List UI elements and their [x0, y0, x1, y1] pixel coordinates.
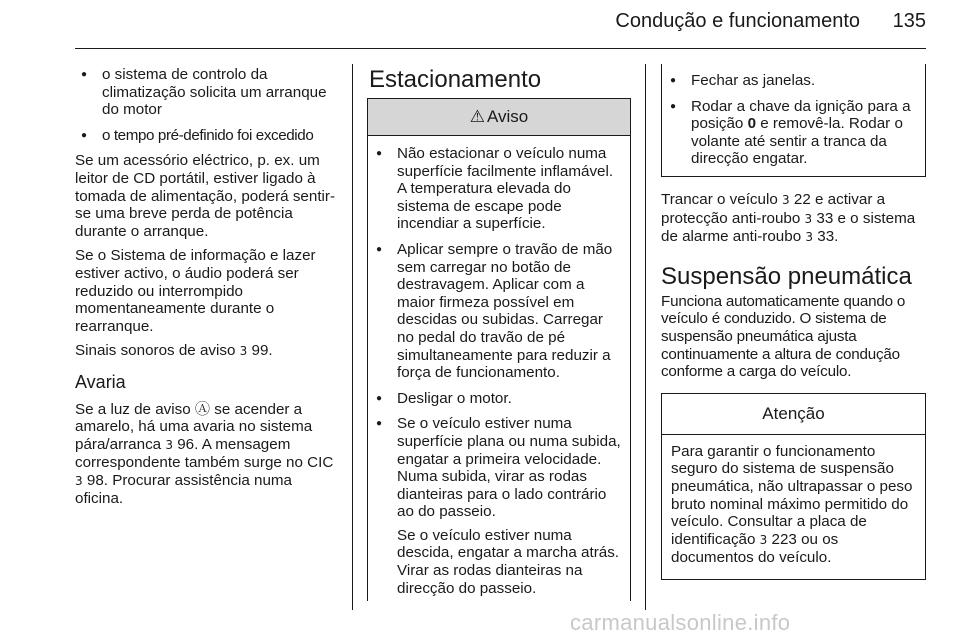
- header-rule: [75, 48, 926, 49]
- page-ref-icon: 3: [75, 473, 83, 488]
- warning-box: [367, 98, 631, 601]
- list-item: ● Não estacionar o veículo numa superfície facilmente inflamável. A temperatura elevada do sistema de escape pode incendiar a superfície.: [370, 145, 624, 233]
- page-ref-icon: 3: [805, 230, 814, 245]
- page-number: 135: [892, 10, 926, 32]
- paragraph: Funciona automaticamente quando o veículo é conduzido. O sistema de suspensão pneumática ajusta continuamente a altura de condução conforme a carga do veículo.: [661, 292, 906, 381]
- list-item: ● Aplicar sempre o travão de mão sem carregar no botão de destravagem. Aplicar com a maior firmeza possível em descidas ou subidas. Carregar no pedal do travão de pé simultaneamente para reduzir a força de funcionamento.: [370, 241, 624, 382]
- section-heading: Avaria: [75, 371, 126, 392]
- watermark: carmanualsonline.info: [570, 610, 791, 635]
- attention-body: Para garantir o funcionamento seguro do sistema de suspensão pneumática, não ultrapassar o peso bruto nominal máximo permitido do veículo. Consultar a placa de identificação 3 223 ou os documentos do veículo.: [671, 442, 913, 567]
- attention-header: Atenção: [662, 394, 925, 435]
- page-ref-icon: 3: [165, 437, 173, 452]
- paragraph: Se um acessório eléctrico, p. ex. um leitor de CD portátil, estiver ligado à tomada de alimentação, poderá sentir-se uma breve perda de potência durante o arranque.: [75, 152, 336, 240]
- warning-lamp-icon: Ⓐ: [194, 400, 211, 418]
- column-3: [661, 66, 926, 580]
- page-ref-icon: 3: [239, 344, 248, 359]
- paragraph: Sinais sonoros de aviso 3 99.: [75, 342, 273, 360]
- section-heading: Suspensão pneumática: [661, 262, 912, 290]
- list-item: ● o sistema de controlo da climatização solicita um arranque do motor: [75, 66, 343, 119]
- paragraph: Se o Sistema de informação e lazer estiver activo, o áudio poderá ser reduzido ou interrompido momentaneamente durante o rearranque.: [75, 247, 316, 335]
- continued-box: [661, 64, 926, 177]
- paragraph: Trancar o veículo 3 22 e activar a protecção anti-roubo 3 33 e o sistema de alarme anti-roubo 3 33.: [661, 190, 916, 246]
- page-ref-icon: 3: [782, 192, 790, 207]
- column-divider-right: [645, 64, 646, 610]
- column-divider-left: [352, 64, 353, 610]
- column-1: [75, 66, 343, 515]
- page-header-title: Condução e funcionamento: [615, 10, 860, 32]
- warning-icon: ⚠: [469, 107, 485, 127]
- page-ref-icon: 3: [804, 211, 813, 226]
- column-2: [367, 66, 631, 601]
- list-item: ● Se o veículo estiver numa superfície plana ou numa subida, engatar a primeira velocidade. Numa subida, virar as rodas dianteiras para o lado contrário ao do passeio. Se o veículo estiver numa descida, engatar a marcha atrás. Virar as rodas dianteiras na direcção do passeio.: [370, 415, 624, 597]
- attention-box: [661, 393, 926, 580]
- warning-header: [368, 99, 630, 136]
- list-item: ● Rodar a chave da ignição para a posição 0 e removê-la. Rodar o volante até sentir a tranca da direcção engatar.: [664, 98, 919, 168]
- warning-label: Aviso: [486, 107, 529, 127]
- list-item: ● o tempo pré-definido foi excedido: [75, 127, 343, 145]
- list-item: ● Fechar as janelas.: [664, 72, 919, 90]
- section-heading: Estacionamento: [369, 66, 542, 93]
- paragraph: Se a luz de aviso Ⓐ se acender a amarelo, há uma avaria no sistema pára/arranca 3 96. A mensagem correspondente também surge no CIC 3 98. Procurar assistência numa oficina.: [75, 400, 334, 508]
- page-ref-icon: 3: [759, 532, 768, 547]
- list-item: ● Desligar o motor.: [370, 390, 624, 408]
